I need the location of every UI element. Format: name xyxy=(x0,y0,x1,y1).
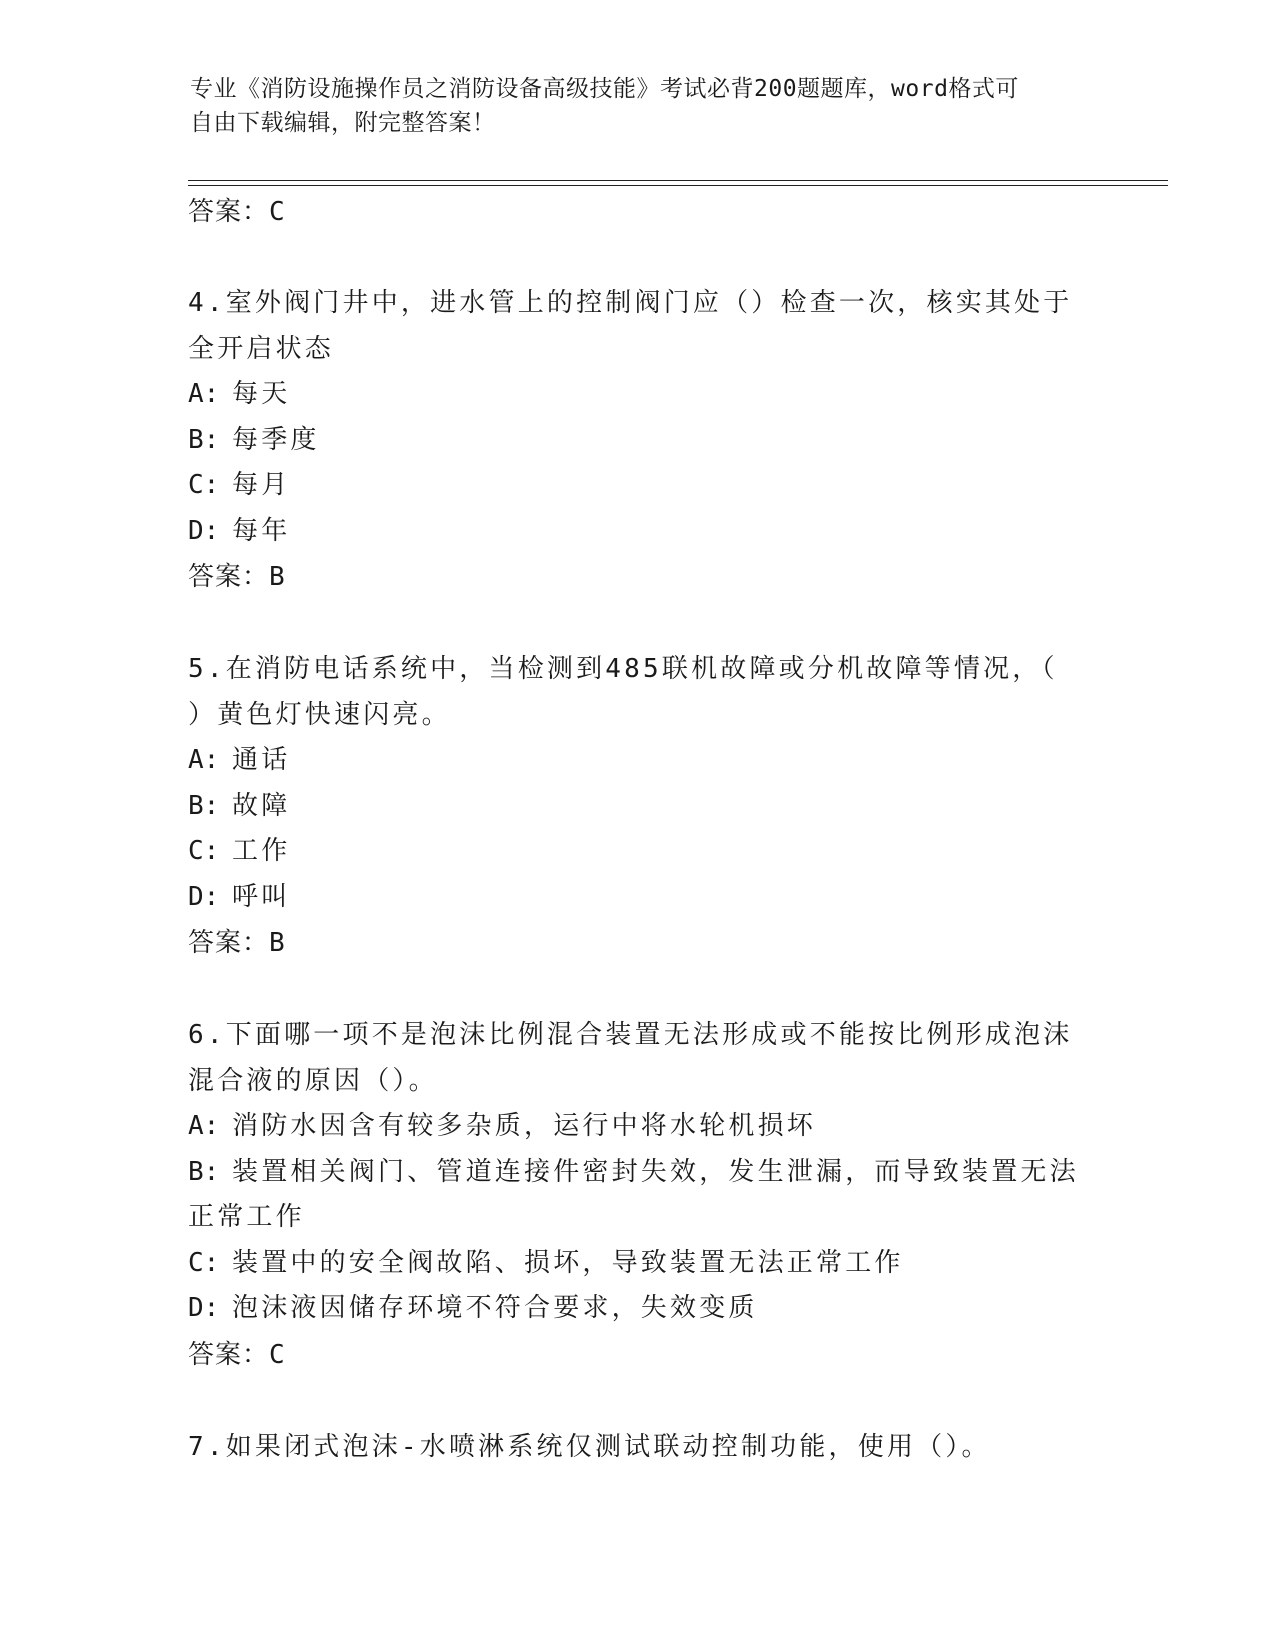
header-line-1: 专业《消防设施操作员之消防设备高级技能》考试必背200题题库，word格式可 xyxy=(190,76,1019,102)
option-letter: B: xyxy=(188,790,220,821)
option-b xyxy=(188,1150,1088,1196)
question-stem xyxy=(188,280,1088,372)
option-text: 消防水因含有较多杂质，运行中将水轮机损坏 xyxy=(232,1111,817,1141)
option-d xyxy=(188,875,1088,921)
header-line-2: 自由下载编辑，附完整答案！ xyxy=(190,110,496,136)
option-b xyxy=(188,418,1088,464)
option-c xyxy=(188,829,1088,875)
question-stem-line: 5.在消防电话系统中，当检测到485联机故障或分机故障等情况，（ xyxy=(188,654,1058,684)
question-7 xyxy=(188,1424,1088,1470)
option-text: 呼叫 xyxy=(232,881,291,912)
option-text: 每年 xyxy=(232,515,291,546)
option-letter: C: xyxy=(188,836,220,866)
option-d xyxy=(188,509,1088,555)
header-divider-bottom xyxy=(188,185,1168,186)
option-letter: A: xyxy=(188,1111,220,1141)
question-stem xyxy=(188,1424,1088,1470)
option-letter: C: xyxy=(188,1247,220,1278)
option-text: 故障 xyxy=(232,790,291,821)
option-a xyxy=(188,1104,1088,1150)
question-stem-line: 6.下面哪一项不是泡沫比例混合装置无法形成或不能按比例形成泡沫 xyxy=(188,1020,1073,1050)
question-4 xyxy=(188,280,1088,600)
document-body xyxy=(188,190,1088,1470)
option-letter: B: xyxy=(188,1156,220,1187)
question-stem xyxy=(188,1012,1088,1104)
question-stem-line: 全开启状态 xyxy=(188,334,335,364)
option-letter: C: xyxy=(188,470,220,500)
question-stem-line: 4.室外阀门井中，进水管上的控制阀门应（）检查一次，核实其处于 xyxy=(188,288,1073,318)
option-text: 装置相关阀门、管道连接件密封失效，发生泄漏，而导致装置无法 xyxy=(232,1156,1079,1187)
answer-line: 答案：B xyxy=(188,928,286,958)
answer-line: 答案：C xyxy=(188,1339,286,1370)
option-text: 泡沫液因储存环境不符合要求，失效变质 xyxy=(232,1293,758,1323)
question-5 xyxy=(188,646,1088,966)
option-c xyxy=(188,1241,1088,1287)
header-divider-top xyxy=(188,180,1168,181)
option-letter: A: xyxy=(188,745,220,775)
option-text: 每天 xyxy=(232,379,291,409)
answer-line: 答案：B xyxy=(188,562,286,592)
option-a xyxy=(188,738,1088,784)
question-6 xyxy=(188,1012,1088,1378)
question-stem-line: ）黄色灯快速闪亮。 xyxy=(188,700,451,730)
option-text: 装置中的安全阀故陷、损坏，导致装置无法正常工作 xyxy=(232,1247,904,1278)
option-letter: D: xyxy=(188,881,220,912)
option-letter: B: xyxy=(188,424,220,455)
option-c xyxy=(188,463,1088,509)
document-header xyxy=(190,72,1080,140)
option-text: 每月 xyxy=(232,470,291,500)
question-stem-line: 7.如果闭式泡沫-水喷淋系统仅测试联动控制功能，使用（）。 xyxy=(188,1431,991,1462)
option-text: 通话 xyxy=(232,745,291,775)
question-stem-line: 混合液的原因（）。 xyxy=(188,1066,438,1096)
option-letter: D: xyxy=(188,1293,220,1323)
option-text: 工作 xyxy=(232,836,291,866)
option-a xyxy=(188,372,1088,418)
option-letter: A: xyxy=(188,379,220,409)
answer-line: 答案：C xyxy=(188,197,286,227)
question-stem xyxy=(188,646,1088,738)
option-b-continuation: 正常工作 xyxy=(188,1202,305,1232)
option-text: 每季度 xyxy=(232,424,320,455)
option-letter: D: xyxy=(188,515,220,546)
option-b xyxy=(188,784,1088,830)
option-d xyxy=(188,1286,1088,1332)
